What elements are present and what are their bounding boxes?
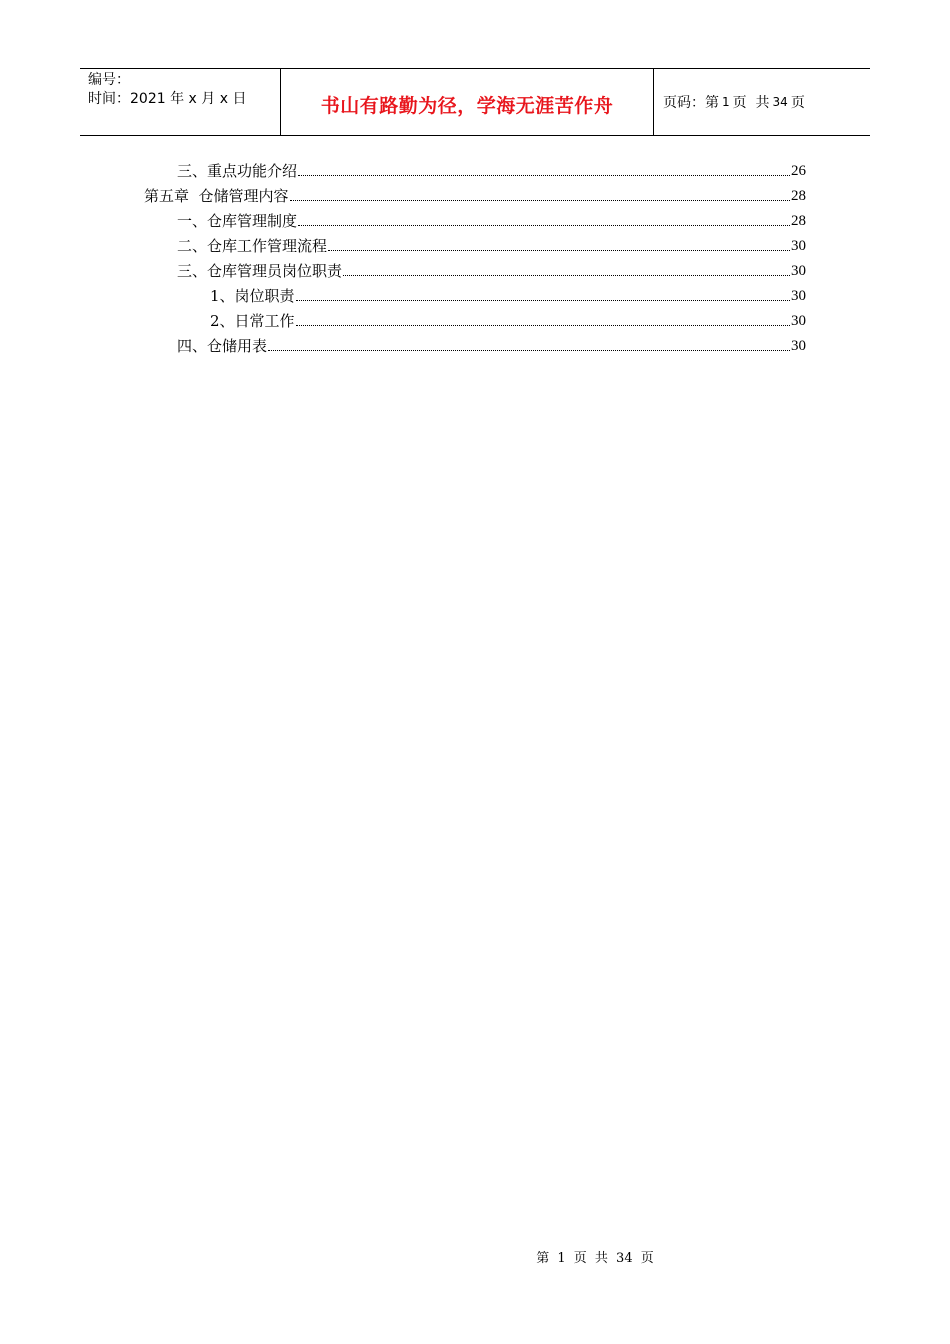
toc-entry-page: 30	[791, 288, 806, 304]
toc-entry-page: 28	[791, 188, 806, 204]
toc-entry-title: 1、岗位职责	[210, 287, 295, 305]
motto-text: 书山有路勤为径，学海无涯苦作舟	[320, 94, 614, 117]
toc-entry[interactable]	[177, 210, 806, 232]
page-current: 1	[722, 95, 730, 109]
toc-entry-page: 30	[791, 263, 806, 279]
toc-entry[interactable]	[177, 335, 806, 357]
document-header	[80, 68, 870, 136]
number-label: 编号：	[88, 72, 130, 88]
page-total: 34	[772, 95, 788, 109]
toc-entry-title: 一、仓库管理制度	[177, 212, 298, 230]
header-motto-cell	[281, 69, 654, 135]
toc-entry-title: 三、重点功能介绍	[177, 162, 298, 180]
header-page-cell	[654, 69, 870, 135]
toc-entry[interactable]	[177, 260, 806, 282]
toc-leader-dots	[298, 175, 790, 176]
toc-entry-page: 30	[791, 338, 806, 354]
header-meta-cell	[80, 69, 281, 135]
toc-entry[interactable]	[210, 310, 806, 332]
toc-entry[interactable]	[177, 160, 806, 182]
page-suffix: 页	[790, 95, 805, 111]
toc-leader-dots	[296, 325, 790, 326]
toc-leader-dots	[328, 250, 790, 251]
toc-entry-page: 26	[791, 163, 806, 179]
toc-entry-title: 第五章 仓储管理内容	[144, 187, 289, 205]
time-label: 时间：2021 年 x 月 x 日	[88, 91, 247, 107]
toc-entry[interactable]	[210, 285, 806, 307]
toc-entry-title: 二、仓库工作管理流程	[177, 237, 328, 255]
page-prefix: 页码：第	[663, 95, 719, 111]
toc-entry-title: 2、日常工作	[210, 312, 295, 330]
toc-entry-page: 30	[791, 313, 806, 329]
toc-entry[interactable]	[144, 185, 806, 207]
toc-leader-dots	[290, 200, 790, 201]
page-footer: 第 1 页 共 34 页	[536, 1251, 654, 1266]
toc-entry[interactable]	[177, 235, 806, 257]
toc-entry-page: 30	[791, 238, 806, 254]
toc-entry-page: 28	[791, 213, 806, 229]
toc-leader-dots	[298, 225, 790, 226]
toc-leader-dots	[296, 300, 790, 301]
toc-leader-dots	[343, 275, 790, 276]
toc-entry-title: 三、仓库管理员岗位职责	[177, 262, 343, 280]
toc-entry-title: 四、仓储用表	[177, 337, 268, 355]
page-mid: 页 共	[732, 95, 770, 111]
toc-leader-dots	[268, 350, 790, 351]
